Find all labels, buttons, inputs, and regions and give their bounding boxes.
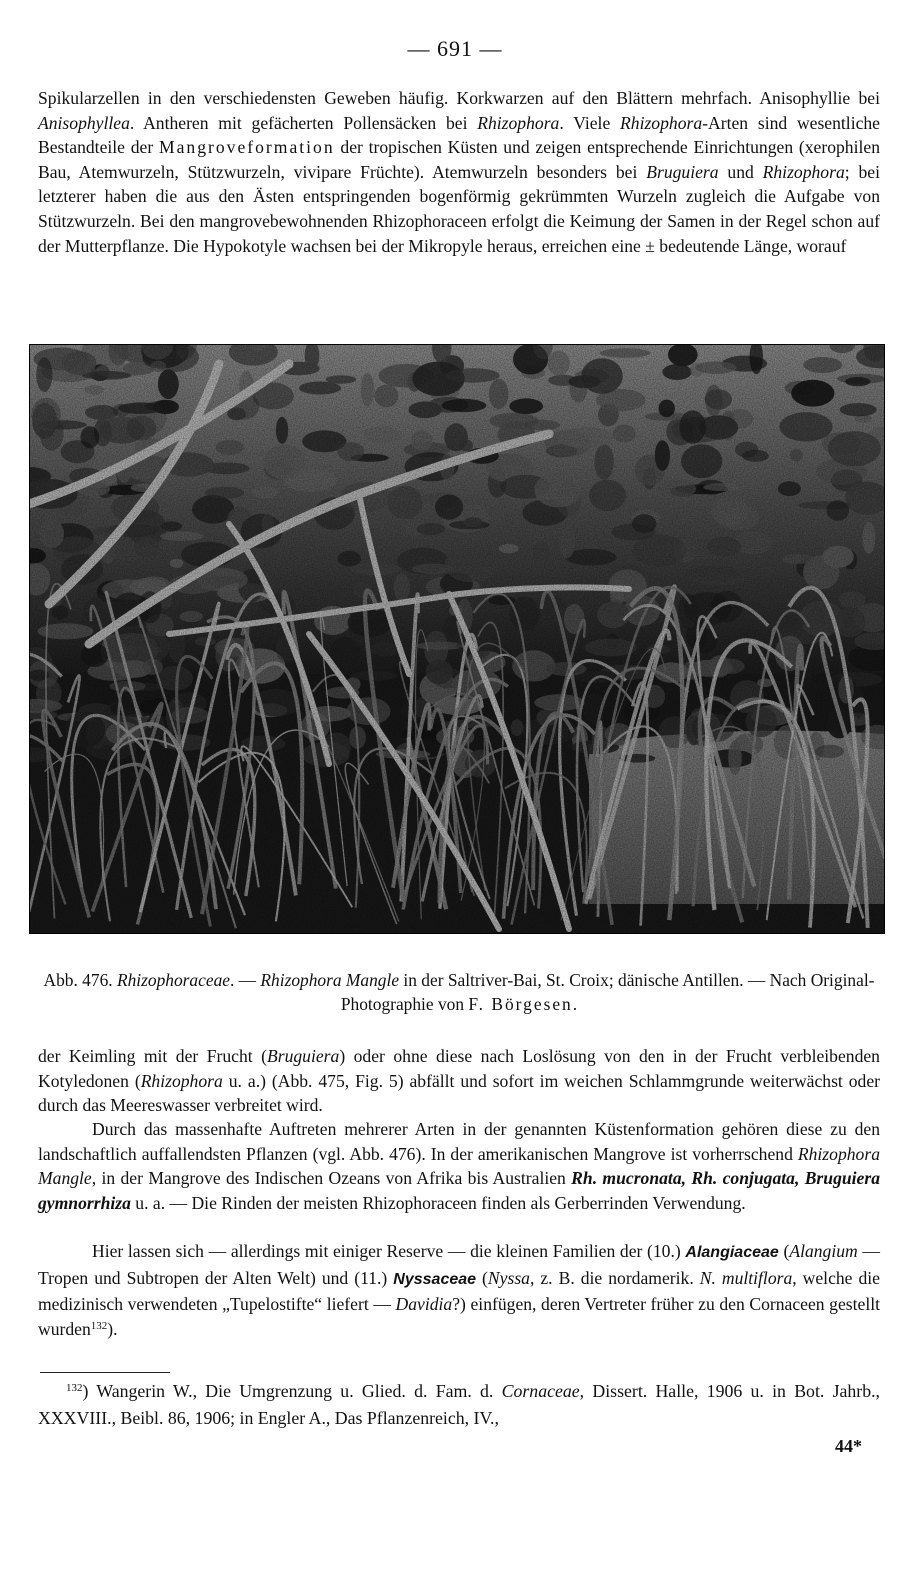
text-run: ; bei letzterer haben die aus den Ästen entspringenden bogenförmig gekrümmten Wurzeln zugleich die Aufgabe von Stützwurzeln. Bei den mangrovebewohnenden Rhizophoraceen erfolgt die Keimung der Samen in der Regel schon auf der Mutterpflanze. Die Hypokotyle wachsen bei der Mikropyle heraus, erreichen eine ± bedeutende Länge, worauf	[38, 161, 880, 256]
text-run: in der Saltriver-Bai, St. Croix; dänische Antillen. — Nach Original-Photographie von	[340, 970, 875, 1014]
text-run: F. Börgesen	[468, 994, 573, 1014]
text-run: Bruguiera	[266, 1046, 340, 1066]
footnote-132	[38, 1378, 880, 1432]
mangrove-photograph	[29, 344, 885, 934]
text-run: ) Wangerin W., Die Umgrenzung u. Glied. d. Fam. d.	[82, 1381, 502, 1401]
text-run: Rhizophora	[762, 161, 845, 182]
paragraph-massenhafte	[38, 1117, 880, 1215]
text-run: , in der Mangrove des Indischen Ozeans von Afrika bis Australien	[91, 1168, 572, 1189]
text-run: -Arten sind wesentliche Bestandteile der	[38, 112, 880, 158]
text-run: , Dissert. Halle, 1906 u. in Bot. Jahrb., XXXVIII., Beibl. 86, 1906; in Engler A., Das Pflanzenreich, IV.,	[38, 1381, 880, 1428]
text-run: . —	[229, 970, 261, 990]
text-run: der Keimling mit der Frucht (	[38, 1046, 267, 1066]
text-run: (	[476, 1267, 488, 1288]
text-run: Rhizophora Mangle	[260, 970, 400, 990]
text-run: , welche die medizinisch verwendeten „Tupelostifte“ liefert —	[38, 1267, 880, 1315]
text-run: Nyssaceae	[393, 1270, 477, 1288]
figure-caption	[38, 968, 880, 1016]
text-run: Rhizophora	[620, 112, 703, 133]
text-run: ) oder ohne diese nach Loslösung von den in der Frucht verbleibenden Kotyledonen (	[38, 1046, 880, 1091]
footnote-rule	[40, 1372, 170, 1373]
text-run: Rhizophoraceae	[116, 970, 230, 990]
text-run: Alangium	[789, 1241, 858, 1261]
signature-mark: 44*	[835, 1436, 862, 1456]
text-run: — Tropen und Subtropen der Alten Welt) und (11.)	[38, 1241, 881, 1288]
text-run: . Viele	[559, 112, 621, 133]
text-run: u. a. — Die Rinden der meisten Rhizophoraceen finden als Gerberrinden Verwendung.	[130, 1192, 746, 1213]
text-run: Hier lassen sich — allerdings mit einiger Reserve — die kleinen Familien der (10.)	[92, 1241, 686, 1261]
text-run: ).	[107, 1318, 118, 1339]
text-run: Abb. 476.	[43, 970, 117, 990]
text-run: Anisophyllea	[38, 112, 130, 133]
text-run: Durch das massenhafte Auftreten mehrerer Arten in der genannten Küstenformation gehören diese zu den landschaftlich auffallendsten Pflanzen (vgl. Abb. 476). In der amerikanischen Mangrove ist vorherrschend	[38, 1119, 880, 1164]
text-run: N. multiflora	[699, 1267, 793, 1288]
text-run: Rh. mucronata, Rh. conjugata, Bruguiera gymnorrhiza	[38, 1168, 880, 1213]
text-run: Bruguiera	[646, 161, 719, 182]
text-run: Alangiaceae	[685, 1244, 779, 1261]
text-run: ?) einfügen, deren Vertreter früher zu den Cornaceen gestellt wurden	[38, 1294, 880, 1339]
text-run: .	[572, 994, 578, 1014]
paragraph-spikularzellen	[38, 86, 880, 258]
text-run: 132	[90, 1319, 108, 1332]
text-run: , z. B. die nordamerik.	[529, 1267, 700, 1288]
text-run: Spikularzellen in den verschiedensten Geweben häufig. Korkwarzen auf den Blättern mehrfach. Anisophyllie bei	[38, 88, 880, 108]
text-run: Davidia	[395, 1294, 453, 1315]
text-run: (	[778, 1241, 790, 1261]
text-run: Rhizophora	[140, 1070, 223, 1091]
text-run: und	[718, 161, 763, 182]
text-run: u. a.) (Abb. 475, Fig. 5) abfällt und sofort im weichen Schlammgrunde weiterwächst oder durch das Meereswasser verbreitet wird.	[38, 1070, 880, 1116]
rhizophora-mangrove-image	[29, 344, 885, 934]
paragraph-familien	[38, 1239, 880, 1341]
text-run: Cornaceae	[501, 1381, 580, 1401]
text-run: 132	[66, 1382, 83, 1394]
page-number: — 691 —	[407, 36, 503, 61]
text-run: Mangroveformation	[158, 137, 335, 158]
text-run: Rhizophora	[477, 112, 560, 133]
text-run: der tropischen Küsten und zeigen entsprechende Einrichtungen (xerophilen Bau, Atemwurzeln, Stützwurzeln, vivipare Früchte). Atemwurzeln besonders bei	[38, 137, 880, 182]
text-run: Rhizophora Mangle	[38, 1143, 880, 1189]
text-run: Nyssa	[487, 1267, 530, 1288]
text-run: . Antheren mit gefächerten Pollensäcken bei	[129, 112, 478, 133]
paragraph-keimling	[38, 1044, 880, 1118]
